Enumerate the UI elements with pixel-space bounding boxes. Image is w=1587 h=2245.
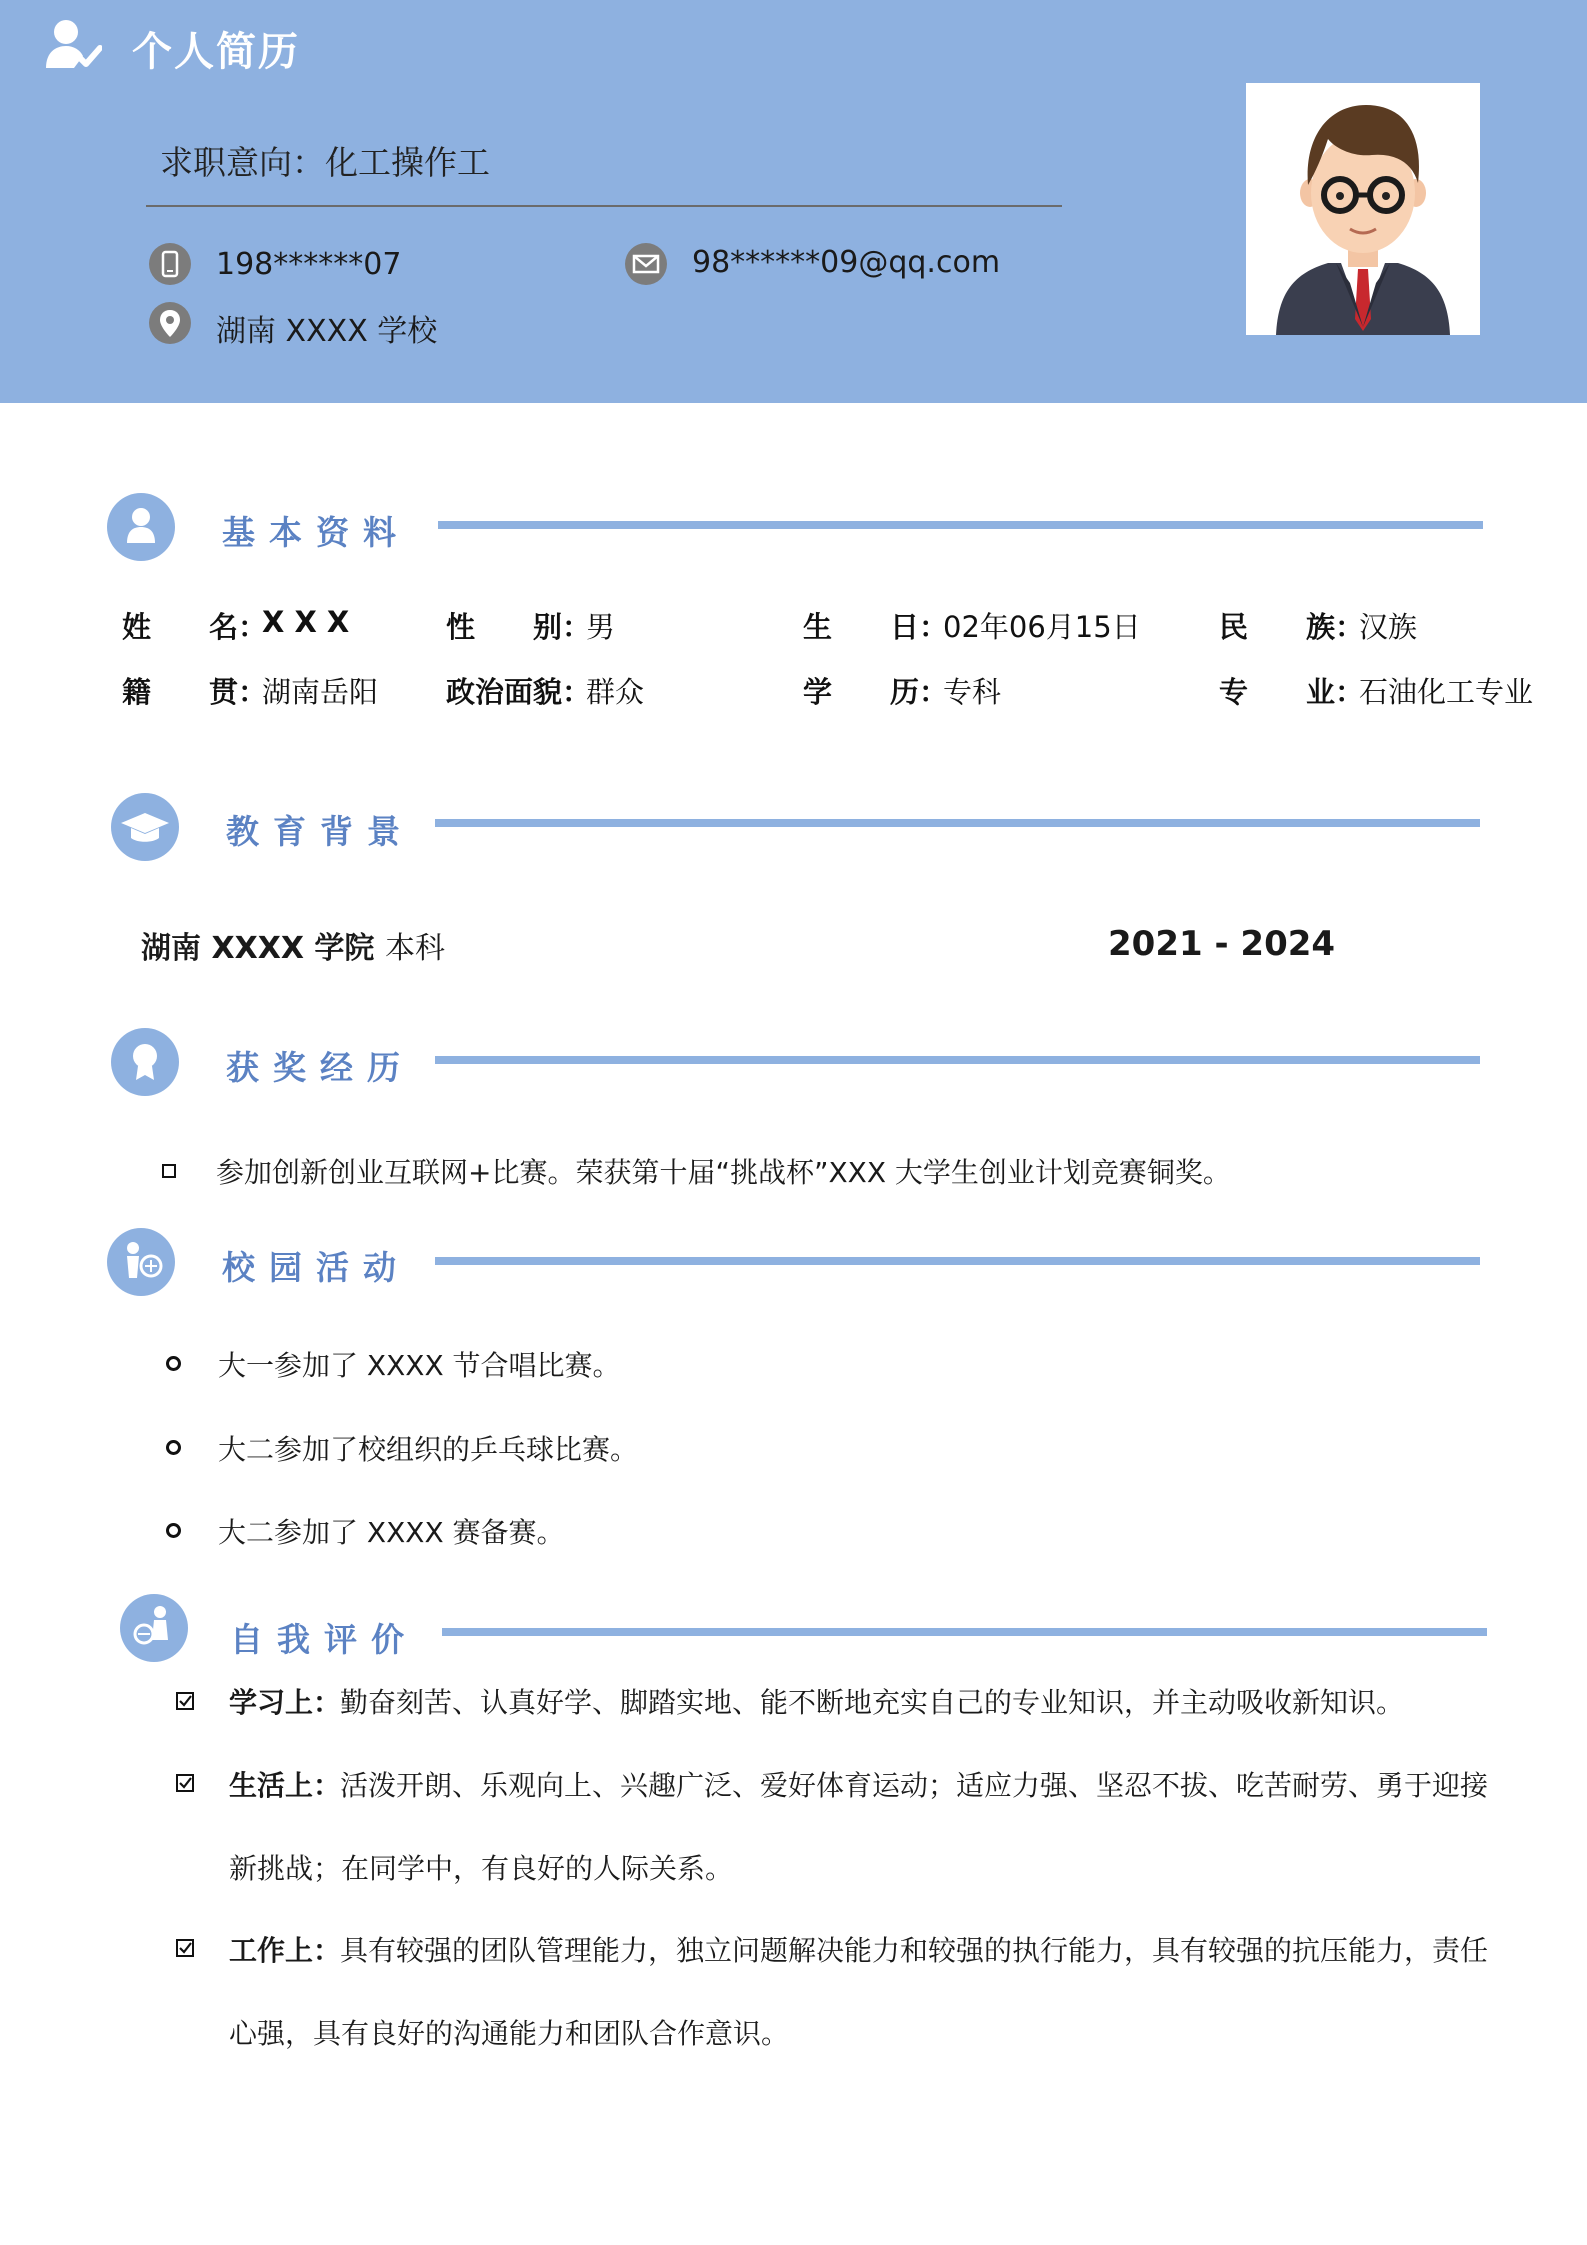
name-label: 姓 名： — [122, 610, 268, 644]
eval-study-label: 学习上： — [229, 1686, 342, 1719]
profile-avatar — [1246, 83, 1480, 335]
birthday-label: 生 日： — [803, 610, 949, 644]
phone-icon — [149, 243, 191, 285]
section-divider-awards — [435, 1056, 1480, 1064]
intent-divider — [146, 205, 1062, 207]
section-divider-basic — [438, 521, 1483, 529]
section-title-campus: 校园活动 — [222, 1248, 410, 1287]
birthday-value: 02年06月15日 — [943, 610, 1141, 644]
section-title-awards: 获奖经历 — [226, 1048, 414, 1087]
section-divider-self-eval — [442, 1628, 1487, 1636]
basic-info-section-icon — [107, 493, 175, 561]
education-label: 学 历： — [803, 675, 949, 709]
eval-life-text-cont: 新挑战；在同学中，有良好的人际关系。 — [229, 1852, 734, 1885]
eval-life-text: 活泼开朗、乐观向上、兴趣广泛、爱好体育运动；适应力强、坚忍不拔、吃苦耐劳、勇于迎接 — [340, 1769, 1489, 1802]
eval-work-text: 具有较强的团队管理能力，独立问题解决能力和较强的执行能力，具有较强的抗压能力，责任 — [340, 1934, 1489, 1967]
header-banner — [0, 0, 1587, 403]
user-check-icon — [44, 18, 102, 72]
job-intent: 求职意向：化工操作工 — [160, 143, 490, 182]
eval-work-text-cont: 心强，具有良好的沟通能力和团队合作意识。 — [229, 2017, 790, 2050]
gender-value: 男 — [586, 610, 616, 644]
section-title-education: 教育背景 — [226, 812, 414, 851]
award-item: 参加创新创业互联网+比赛。荣获第十届“挑战杯”XXX 大学生创业计划竞赛铜奖。 — [216, 1156, 1231, 1189]
checkbox-checked-icon — [176, 1939, 194, 1957]
education-section-icon — [111, 793, 179, 861]
eval-study-text: 勤奋刻苦、认真好学、脚踏实地、能不断地充实自己的专业知识，并主动吸收新知识。 — [340, 1686, 1405, 1719]
awards-section-icon — [111, 1028, 179, 1096]
degree: 本科 — [385, 931, 445, 966]
gender-label: 性 别： — [446, 610, 592, 644]
campus-activity-item: 大二参加了 XXXX 赛备赛。 — [218, 1516, 565, 1549]
eval-life-label: 生活上： — [229, 1769, 342, 1802]
name-value: X X X — [262, 605, 350, 639]
section-title-basic: 基本资料 — [222, 513, 410, 552]
study-period: 2021 - 2024 — [1108, 924, 1336, 964]
section-title-self-eval: 自我评价 — [230, 1620, 418, 1659]
school-name: 湖南 XXXX 学院 — [141, 931, 375, 966]
campus-section-icon — [107, 1228, 175, 1296]
ethnicity-value: 汉族 — [1359, 610, 1418, 644]
location-pin-icon — [149, 302, 191, 344]
checkbox-checked-icon — [176, 1774, 194, 1792]
mail-icon — [625, 243, 667, 285]
resume-title: 个人简历 — [132, 29, 300, 75]
square-bullet-icon — [162, 1164, 176, 1178]
origin-value: 湖南岳阳 — [262, 675, 379, 709]
ring-bullet-icon — [166, 1523, 181, 1538]
major-label: 专 业： — [1219, 675, 1365, 709]
self-eval-section-icon — [120, 1594, 188, 1662]
ethnicity-label: 民 族： — [1219, 610, 1365, 644]
politics-label: 政治面貌： — [446, 675, 592, 709]
email-address: 98******09@qq.com — [692, 245, 1001, 280]
eval-work-label: 工作上： — [229, 1934, 342, 1967]
school-location: 湖南 XXXX 学校 — [216, 314, 438, 349]
checkbox-checked-icon — [176, 1692, 194, 1710]
section-divider-education — [435, 819, 1480, 827]
phone-number: 198******07 — [216, 247, 402, 282]
ring-bullet-icon — [166, 1356, 181, 1371]
origin-label: 籍 贯： — [122, 675, 268, 709]
major-value: 石油化工专业 — [1359, 675, 1534, 709]
education-value: 专科 — [943, 675, 1002, 709]
ring-bullet-icon — [166, 1440, 181, 1455]
section-divider-campus — [435, 1257, 1480, 1265]
campus-activity-item: 大一参加了 XXXX 节合唱比赛。 — [218, 1349, 621, 1382]
politics-value: 群众 — [586, 675, 645, 709]
campus-activity-item: 大二参加了校组织的乒乓球比赛。 — [218, 1433, 639, 1466]
